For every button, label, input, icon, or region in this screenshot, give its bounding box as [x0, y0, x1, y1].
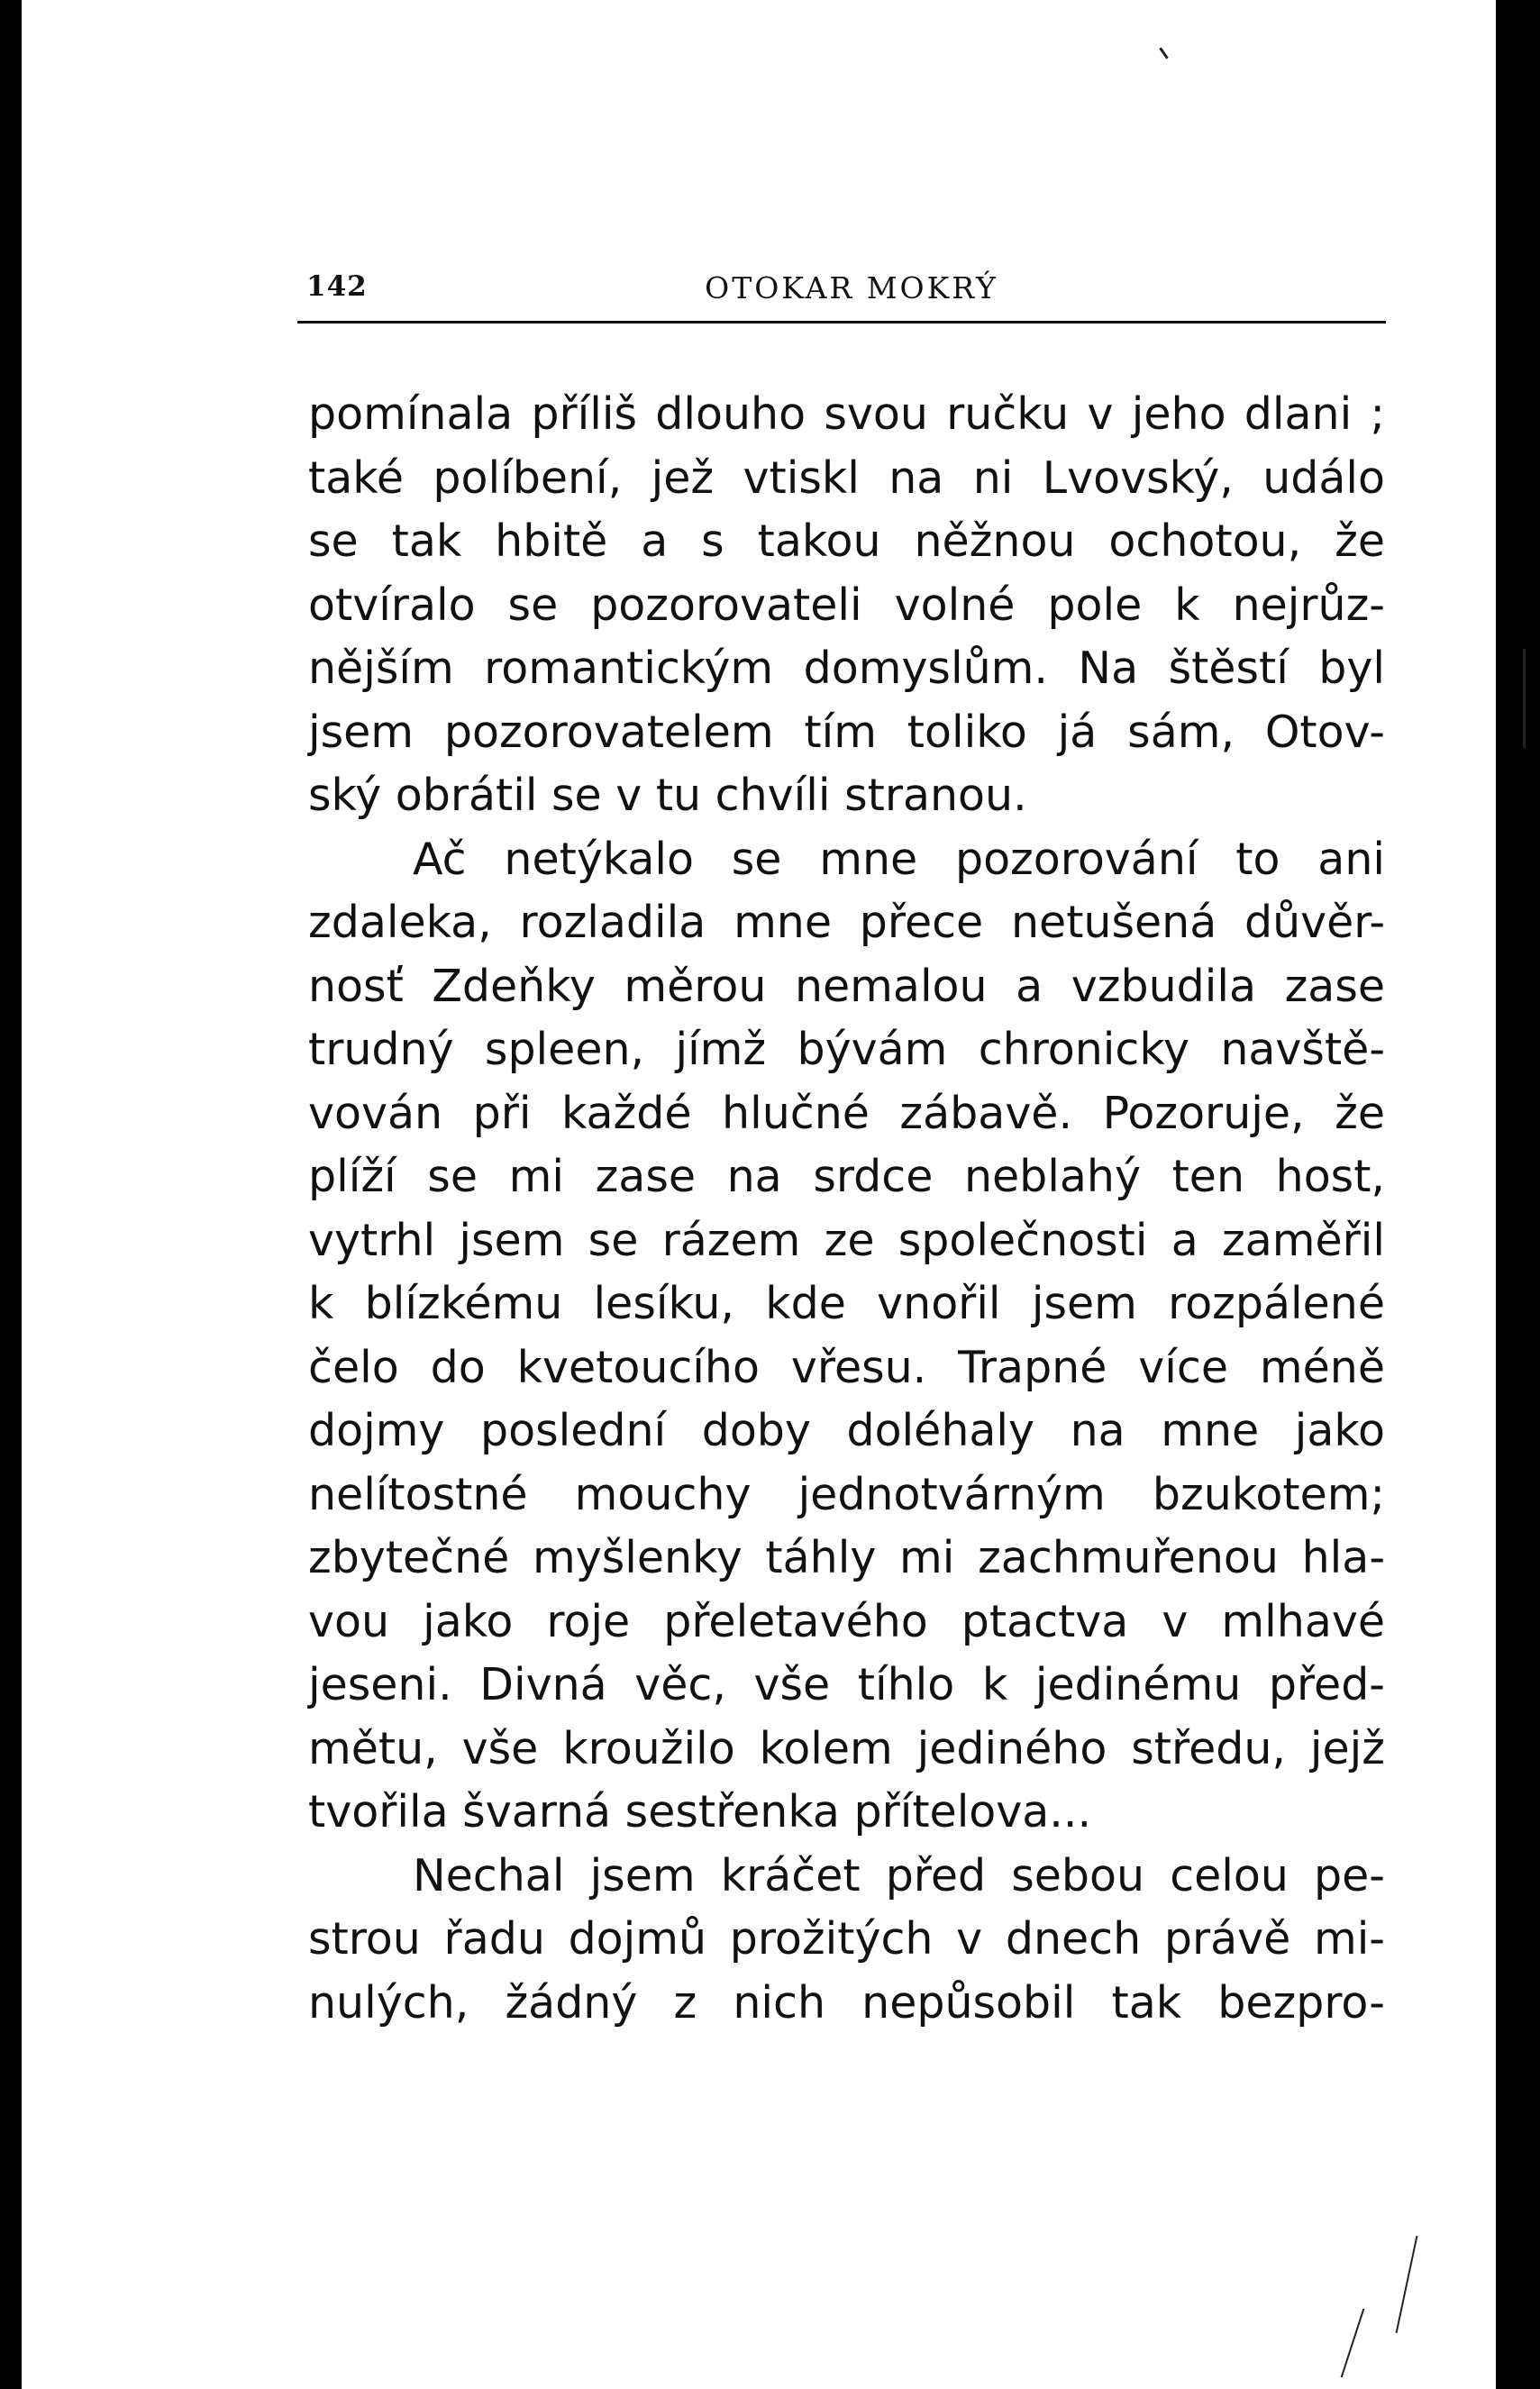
text-line: k blízkému lesíku, kde vnořil jsem rozpálené: [308, 1278, 1385, 1329]
text-line: nějším romantickým domyslům. Na štěstí byl: [308, 643, 1385, 694]
text-line: vou jako roje přeletavého ptactva v mlhavé: [308, 1595, 1385, 1647]
text-line: jsem pozorovatelem tím toliko já sám, Otov-: [308, 706, 1385, 758]
text-line: tvořila švarná sestřenka přítelova...: [308, 1786, 1092, 1837]
body-text: [308, 383, 1385, 2035]
text-line: mětu, vše kroužilo kolem jediného středu, jejž: [308, 1722, 1385, 1774]
text-line: dojmy poslední doby doléhaly na mne jako: [308, 1405, 1385, 1456]
text-line: vován při každé hlučné zábavě. Pozoruje, že: [308, 1087, 1385, 1139]
text-line: strou řadu dojmů prožitých v dnech právě mi-: [308, 1913, 1385, 1965]
text-line: plíží se mi zase na srdce neblahý ten host,: [308, 1151, 1385, 1202]
text-line: také políbení, jež vtiskl na ni Lvovský, událo: [308, 451, 1385, 504]
header-rule: [297, 321, 1386, 324]
text-line: vytrhl jsem se rázem ze společnosti a zaměřil: [308, 1214, 1385, 1266]
text-line: otvíralo se pozorovateli volné pole k nejrůz-: [308, 579, 1385, 631]
page-number: 142: [306, 270, 368, 303]
running-head: OTOKAR MOKRÝ: [705, 270, 998, 305]
text-line: Ač netýkalo se mne pozorování to ani: [413, 833, 1385, 885]
text-line: nulých, žádný z nich nepůsobil tak bezpro-: [308, 1976, 1385, 2029]
scan-mark: [1523, 649, 1526, 748]
text-line: Nechal jsem kráčet před sebou celou pe-: [413, 1849, 1385, 1901]
page-header: [287, 270, 1388, 315]
text-line: trudný spleen, jímž bývám chronicky navště-: [308, 1024, 1385, 1075]
text-line: nelítostné mouchy jednotvárným bzukotem;: [308, 1468, 1385, 1520]
text-line: se tak hbitě a s takou něžnou ochotou, že: [308, 515, 1385, 567]
text-line: čelo do kvetoucího vřesu. Trapné více méně: [308, 1341, 1385, 1393]
text-line: pomínala příliš dlouho svou ručku v jeho dlani ;: [308, 388, 1385, 440]
text-line: nosť Zdeňky měrou nemalou a vzbudila zase: [308, 960, 1385, 1012]
text-line: zdaleka, rozladila mne přece netušená důvěr-: [308, 897, 1385, 948]
text-line: zbytečné myšlenky táhly mi zachmuřenou hla-: [308, 1532, 1385, 1583]
text-line: jeseni. Divná věc, vše tíhlo k jedinému před-: [308, 1659, 1385, 1710]
text-line: ský obrátil se v tu chvíli stranou.: [308, 770, 1027, 821]
